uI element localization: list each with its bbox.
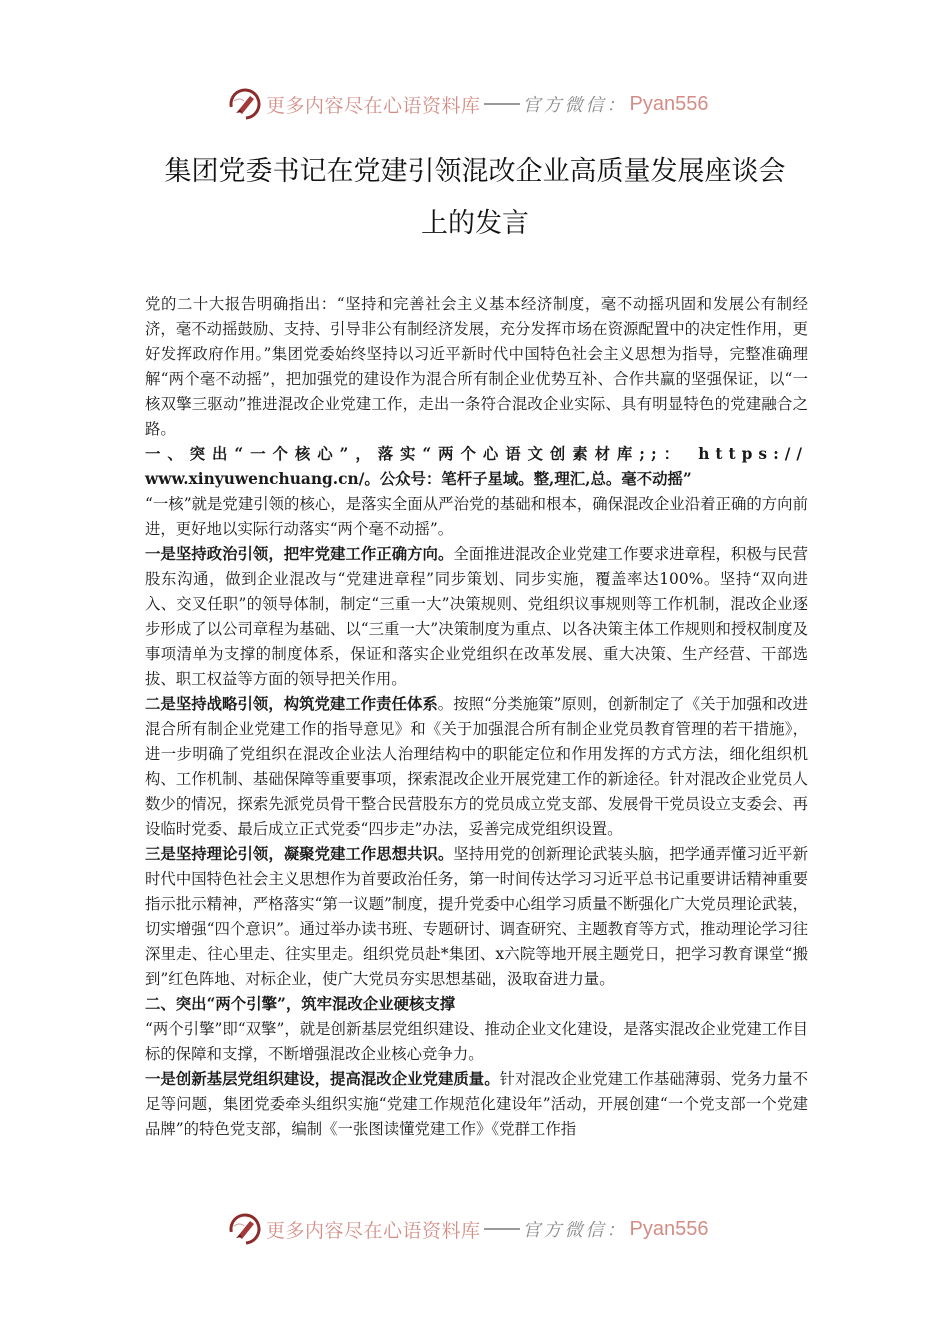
point-3-paragraph [145,842,808,992]
header-watermark-banner [228,84,708,124]
section-2-heading: 二、突出“两个引擎”，筑牢混改企业硬核支撑 [145,995,456,1013]
point-2-lead: 二是坚持战略引领，构筑党建工作责任体系 [145,695,438,713]
pen-nib-logo-icon [228,1212,262,1246]
document-title [130,146,820,250]
section-1-heading-line-1: 一、突出“一个核心”，落实“两个心语文创素材库;;： https:// [145,445,808,463]
section-1-heading-line-2: www.xinyuwenchuang.cn/。公众号：笔杆子星域。整,理汇,总。毫不动摇” [145,470,692,488]
point-3-lead: 三是坚持理论引领，凝聚党建工作思想共识。 [145,845,454,863]
point-4-lead: 一是创新基层党组织建设，提高混改企业党建质量。 [145,1070,500,1088]
point-1-body: 全面推进混改企业党建工作要求进章程，积极与民营股东沟通，做到企业混改与“党建进章程”同步策划、同步实施，覆盖率达100%。坚持“双向进入、交叉任职”的领导体制，制定“三重一大”决策规则、党组织议事规则等工作机制，混改企业逐步形成了以公司章程为基础、以“三重一大”决策制度为重点、以各决策主体工作规则和授权制度及事项清单为支撑的制度体系，保证和落实企业党组织在改革发展、重大决策、生产经营、干部选拔、职工权益等方面的领导把关作用。 [145,545,808,688]
wechat-handle: Pyan556 [629,1217,709,1240]
promo-text: 更多内容尽在心语资料库 [266,94,481,117]
em-dash-divider [484,1228,520,1230]
document-body [145,292,808,1142]
wechat-label: 官方微信： [522,1220,628,1241]
point-2-paragraph [145,692,808,842]
em-dash-divider [484,103,520,105]
pen-nib-logo-icon [228,87,262,121]
section-1-intro: “一核”就是党建引领的核心，是落实全面从严治党的基础和根本，确保混改企业沿着正确的方向前进，更好地以实际行动落实“两个毫不动摇”。 [145,495,808,538]
point-3-body: 坚持用党的创新理论武装头脑，把学通弄懂习近平新时代中国特色社会主义思想作为首要政治任务，第一时间传达学习习近平总书记重要讲话精神重要指示批示精神，严格落实“第一议题”制度，提升党委中心组学习质量不断强化广大党员理论武装，切实增强“四个意识”。通过举办读书班、专题研讨、调查研究、主题教育等方式，推动理论学习往深里走、往心里走、往实里走。组织党员赴*集团、x六院等地开展主题党日，把学习教育课堂“搬到”红色阵地、对标企业，使广大党员夯实思想基础，汲取奋进力量。 [145,845,808,988]
point-2-body: 。按照“分类施策”原则，创新制定了《关于加强和改进混合所有制企业党建工作的指导意见》和《关于加强混合所有制企业党员教育管理的若干措施》，进一步明确了党组织在混改企业法人治理结构中的职能定位和作用发挥的方式方法，细化组织机构、工作机制、基础保障等重要事项，探索混改企业开展党建工作的新途径。针对混改企业党员人数少的情况，探索先派党员骨干整合民营股东方的党员成立党支部、发展骨干党员设立支委会、再设临时党委、最后成立正式党委“四步走”办法，妥善完成党组织设置。 [145,695,808,838]
section-2-intro: “两个引擎”即“双擎”，就是创新基层党组织建设、推动企业文化建设，是落实混改企业党建工作目标的保障和支撑，不断增强混改企业核心竞争力。 [145,1020,808,1063]
promo-text: 更多内容尽在心语资料库 [266,1219,481,1242]
point-1-lead: 一是坚持政治引领，把牢党建工作正确方向。 [145,545,454,563]
footer-watermark-banner [228,1209,708,1249]
title-line-2: 上的发言 [421,208,529,239]
title-line-1: 集团党委书记在党建引领混改企业高质量发展座谈会 [164,156,786,187]
point-4-paragraph [145,1067,808,1142]
wechat-label: 官方微信： [522,95,628,116]
point-4-body: 针对混改企业党建工作基础薄弱、党务力量不足等问题，集团党委牵头组织实施“党建工作规范化建设年”活动，开展创建“一个党支部一个党建品牌”的特色党支部，编制《一张图读懂党建工作》《党群工作指 [145,1070,808,1138]
wechat-handle: Pyan556 [629,92,709,115]
point-1-paragraph [145,542,808,692]
intro-paragraph: 党的二十大报告明确指出：“坚持和完善社会主义基本经济制度，毫不动摇巩固和发展公有制经济，毫不动摇鼓励、支持、引导非公有制经济发展，充分发挥市场在资源配置中的决定性作用，更好发挥政府作用。”集团党委始终坚持以习近平新时代中国特色社会主义思想为指导，完整准确理解“两个毫不动摇”，把加强党的建设作为混合所有制企业优势互补、合作共赢的坚强保证，以“一核双擎三驱动”推进混改企业党建工作，走出一条符合混改企业实际、具有明显特色的党建融合之路。 [145,295,808,438]
